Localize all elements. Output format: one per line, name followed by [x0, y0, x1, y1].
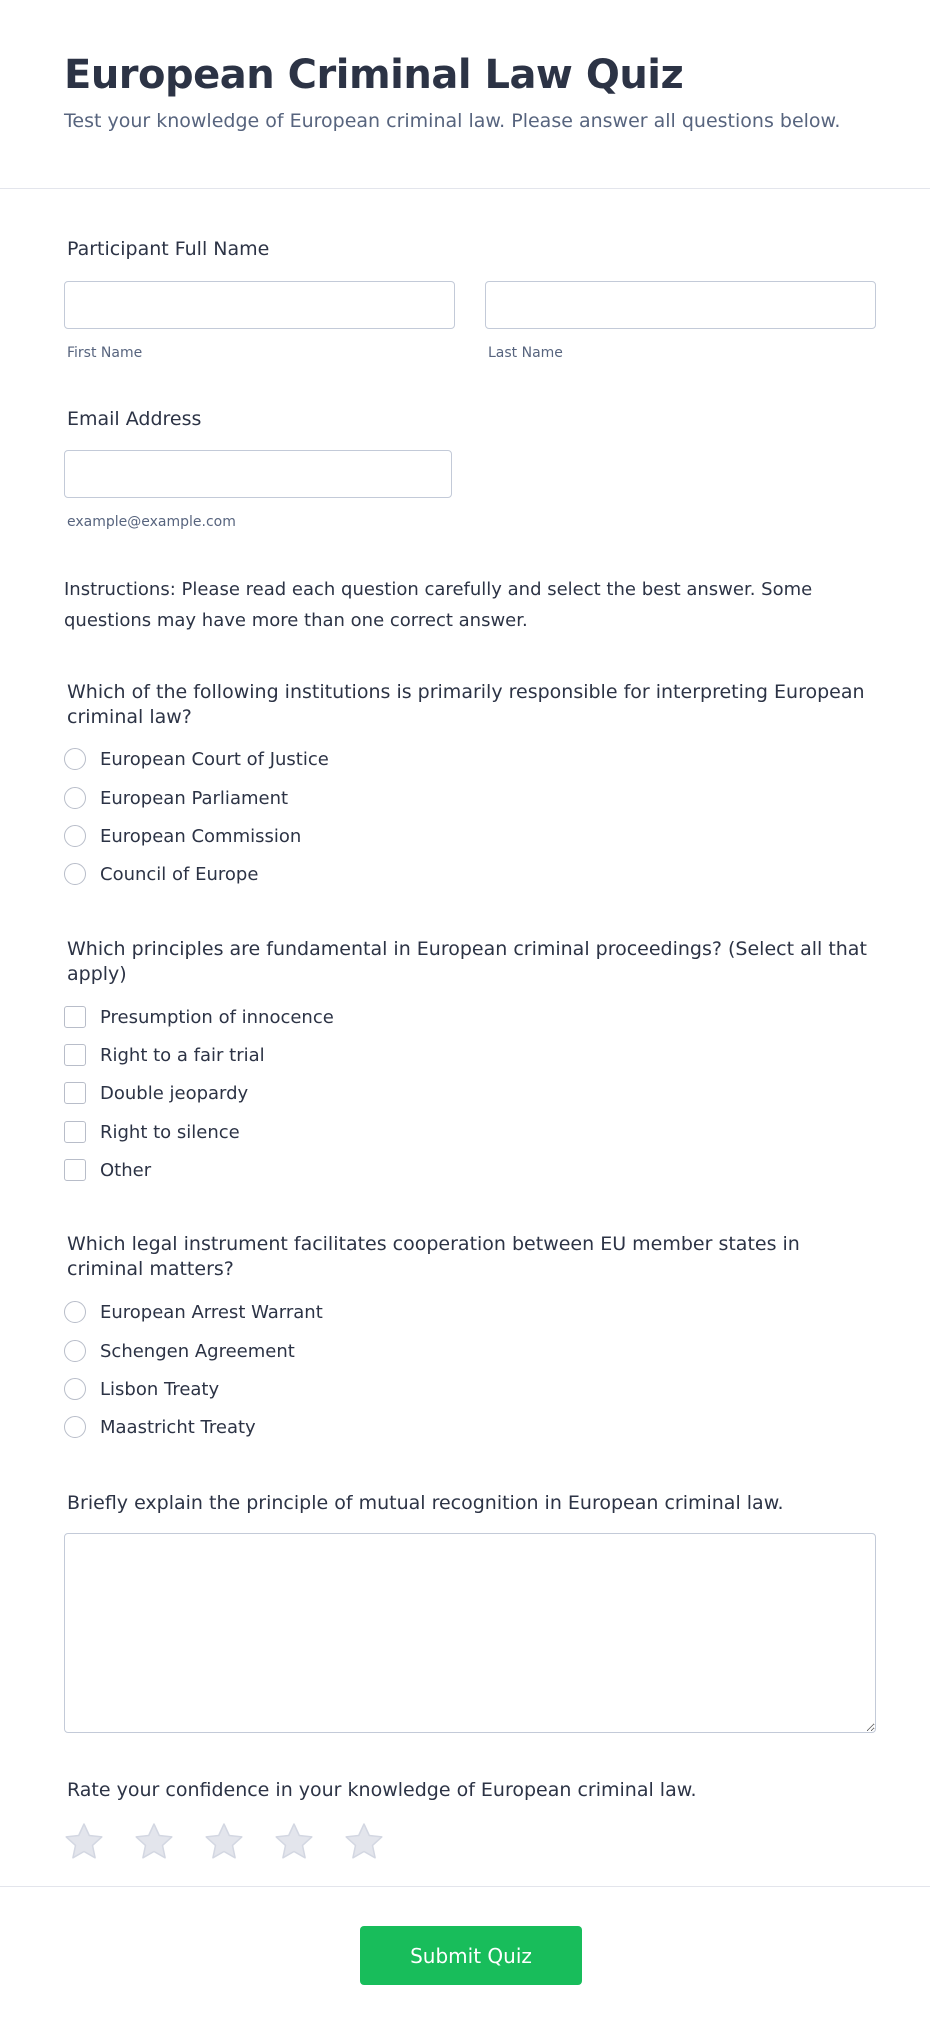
page-title: European Criminal Law Quiz: [64, 52, 684, 98]
option-label: Council of Europe: [100, 863, 259, 885]
option-label: European Arrest Warrant: [100, 1301, 323, 1323]
star-rating: [64, 1822, 414, 1860]
option-label: Right to a fair trial: [100, 1044, 265, 1066]
last-name-sublabel: Last Name: [488, 345, 563, 361]
option-label: Double jeopardy: [100, 1082, 249, 1104]
question-2-text: Which principles are fundamental in European criminal proceedings? (Select all that apply): [67, 938, 867, 985]
option-label: Schengen Agreement: [100, 1340, 295, 1362]
question-4-text: Briefly explain the principle of mutual recognition in European criminal law.: [67, 1492, 784, 1514]
q3-option-schengen-agreement[interactable]: [64, 1338, 295, 1364]
mutual-recognition-answer-textarea[interactable]: [64, 1533, 876, 1733]
option-label: Other: [100, 1159, 152, 1181]
option-label: Maastricht Treaty: [100, 1416, 256, 1438]
star-5-icon[interactable]: [344, 1822, 384, 1860]
first-name-sublabel: First Name: [67, 345, 143, 361]
q2-option-presumption-of-innocence[interactable]: [64, 1004, 334, 1030]
email-label: Email Address: [67, 408, 202, 430]
q2-option-double-jeopardy[interactable]: [64, 1080, 248, 1106]
checkbox[interactable]: [64, 1006, 86, 1028]
email-input[interactable]: [64, 450, 452, 498]
radio-button[interactable]: [64, 1416, 86, 1438]
option-label: European Court of Justice: [100, 748, 329, 770]
page-subtitle: Test your knowledge of European criminal law. Please answer all questions below.: [64, 110, 841, 132]
checkbox[interactable]: [64, 1082, 86, 1104]
first-name-input[interactable]: [64, 281, 455, 329]
form-header: [0, 0, 930, 189]
radio-button[interactable]: [64, 748, 86, 770]
radio-button[interactable]: [64, 1340, 86, 1362]
q3-option-maastricht-treaty[interactable]: [64, 1414, 256, 1440]
radio-button[interactable]: [64, 863, 86, 885]
radio-button[interactable]: [64, 1301, 86, 1323]
checkbox[interactable]: [64, 1159, 86, 1181]
q2-option-right-to-fair-trial[interactable]: [64, 1042, 265, 1068]
star-1-icon[interactable]: [64, 1822, 104, 1860]
checkbox[interactable]: [64, 1044, 86, 1066]
option-label: Presumption of innocence: [100, 1006, 334, 1028]
option-label: European Parliament: [100, 787, 289, 809]
question-5-text: Rate your confidence in your knowledge of European criminal law.: [67, 1779, 697, 1801]
radio-button[interactable]: [64, 787, 86, 809]
q3-option-lisbon-treaty[interactable]: [64, 1376, 219, 1402]
radio-button[interactable]: [64, 825, 86, 847]
full-name-label: Participant Full Name: [67, 238, 270, 260]
radio-button[interactable]: [64, 1378, 86, 1400]
star-4-icon[interactable]: [274, 1822, 314, 1860]
option-label: Right to silence: [100, 1121, 240, 1143]
question-3-text: Which legal instrument facilitates cooperation between EU member states in criminal matters?: [67, 1233, 800, 1280]
q1-option-european-parliament[interactable]: [64, 785, 288, 811]
q1-option-council-of-europe[interactable]: [64, 861, 258, 887]
question-1-text: Which of the following institutions is primarily responsible for interpreting European criminal law?: [67, 681, 865, 728]
star-2-icon[interactable]: [134, 1822, 174, 1860]
instructions-text: Instructions: Please read each question carefully and select the best answer. Some questions may have more than one correct answer.: [64, 579, 813, 631]
q2-option-right-to-silence[interactable]: [64, 1119, 240, 1145]
email-sublabel: example@example.com: [67, 514, 236, 530]
q1-option-european-court-of-justice[interactable]: [64, 746, 329, 772]
q2-option-other[interactable]: [64, 1157, 151, 1183]
q3-option-european-arrest-warrant[interactable]: [64, 1299, 323, 1325]
submit-quiz-button[interactable]: Submit Quiz: [360, 1926, 582, 1985]
q1-option-european-commission[interactable]: [64, 823, 301, 849]
option-label: European Commission: [100, 825, 302, 847]
option-label: Lisbon Treaty: [100, 1378, 220, 1400]
checkbox[interactable]: [64, 1121, 86, 1143]
star-3-icon[interactable]: [204, 1822, 244, 1860]
last-name-input[interactable]: [485, 281, 876, 329]
